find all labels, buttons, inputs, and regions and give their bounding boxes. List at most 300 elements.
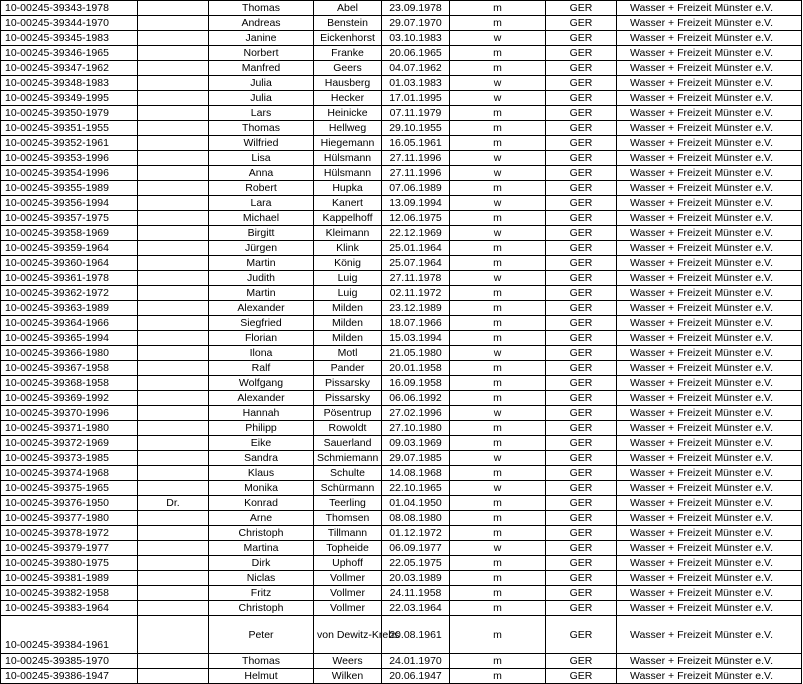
cell-last-name: Motl bbox=[314, 346, 382, 361]
cell-birth-date: 27.11.1996 bbox=[382, 151, 450, 166]
cell-club: Wasser + Freizeit Münster e.V. bbox=[617, 496, 802, 511]
cell-participant-id: 10-00245-39367-1958 bbox=[1, 361, 138, 376]
cell-last-name: Pander bbox=[314, 361, 382, 376]
cell-title bbox=[138, 406, 209, 421]
cell-participant-id: 10-00245-39352-1961 bbox=[1, 136, 138, 151]
cell-nation: GER bbox=[546, 166, 617, 181]
cell-title bbox=[138, 46, 209, 61]
cell-participant-id: 10-00245-39380-1975 bbox=[1, 556, 138, 571]
cell-gender: m bbox=[450, 286, 546, 301]
cell-gender: m bbox=[450, 466, 546, 481]
cell-last-name: Milden bbox=[314, 301, 382, 316]
cell-participant-id: 10-00245-39364-1966 bbox=[1, 316, 138, 331]
cell-title bbox=[138, 226, 209, 241]
cell-nation: GER bbox=[546, 286, 617, 301]
cell-nation: GER bbox=[546, 331, 617, 346]
cell-club: Wasser + Freizeit Münster e.V. bbox=[617, 601, 802, 616]
cell-nation: GER bbox=[546, 181, 617, 196]
cell-gender: w bbox=[450, 541, 546, 556]
cell-gender: m bbox=[450, 136, 546, 151]
cell-last-name: Sauerland bbox=[314, 436, 382, 451]
cell-last-name: Schulte bbox=[314, 466, 382, 481]
table-row bbox=[1, 301, 802, 316]
cell-first-name: Arne bbox=[209, 511, 314, 526]
cell-nation: GER bbox=[546, 511, 617, 526]
cell-title bbox=[138, 481, 209, 496]
cell-title bbox=[138, 466, 209, 481]
cell-birth-date: 20.06.1947 bbox=[382, 669, 450, 684]
table-body bbox=[1, 1, 802, 684]
cell-title bbox=[138, 166, 209, 181]
cell-birth-date: 27.02.1996 bbox=[382, 406, 450, 421]
cell-nation: GER bbox=[546, 361, 617, 376]
cell-title bbox=[138, 76, 209, 91]
cell-club: Wasser + Freizeit Münster e.V. bbox=[617, 181, 802, 196]
cell-last-name: Luig bbox=[314, 286, 382, 301]
cell-title bbox=[138, 586, 209, 601]
table-row bbox=[1, 541, 802, 556]
cell-title bbox=[138, 391, 209, 406]
cell-first-name: Jürgen bbox=[209, 241, 314, 256]
cell-gender: m bbox=[450, 436, 546, 451]
cell-participant-id: 10-00245-39359-1964 bbox=[1, 241, 138, 256]
cell-club: Wasser + Freizeit Münster e.V. bbox=[617, 669, 802, 684]
cell-title bbox=[138, 31, 209, 46]
cell-gender: w bbox=[450, 76, 546, 91]
cell-participant-id: 10-00245-39345-1983 bbox=[1, 31, 138, 46]
cell-nation: GER bbox=[546, 271, 617, 286]
cell-first-name: Thomas bbox=[209, 1, 314, 16]
cell-first-name: Sandra bbox=[209, 451, 314, 466]
cell-gender: m bbox=[450, 601, 546, 616]
cell-participant-id: 10-00245-39369-1992 bbox=[1, 391, 138, 406]
cell-birth-date: 29.07.1970 bbox=[382, 16, 450, 31]
cell-gender: m bbox=[450, 16, 546, 31]
cell-last-name: Hiegemann bbox=[314, 136, 382, 151]
cell-gender: w bbox=[450, 151, 546, 166]
cell-club: Wasser + Freizeit Münster e.V. bbox=[617, 166, 802, 181]
table-row bbox=[1, 571, 802, 586]
cell-title bbox=[138, 151, 209, 166]
cell-gender: m bbox=[450, 391, 546, 406]
cell-birth-date: 27.10.1980 bbox=[382, 421, 450, 436]
table-row bbox=[1, 376, 802, 391]
cell-participant-id: 10-00245-39363-1989 bbox=[1, 301, 138, 316]
cell-gender: m bbox=[450, 211, 546, 226]
cell-gender: w bbox=[450, 271, 546, 286]
cell-club: Wasser + Freizeit Münster e.V. bbox=[617, 391, 802, 406]
cell-gender: m bbox=[450, 106, 546, 121]
cell-birth-date: 04.07.1962 bbox=[382, 61, 450, 76]
cell-club: Wasser + Freizeit Münster e.V. bbox=[617, 526, 802, 541]
table-row bbox=[1, 406, 802, 421]
cell-birth-date: 25.07.1964 bbox=[382, 256, 450, 271]
cell-gender: m bbox=[450, 331, 546, 346]
cell-title bbox=[138, 256, 209, 271]
cell-club: Wasser + Freizeit Münster e.V. bbox=[617, 121, 802, 136]
cell-gender: m bbox=[450, 46, 546, 61]
cell-club: Wasser + Freizeit Münster e.V. bbox=[617, 541, 802, 556]
table-row bbox=[1, 91, 802, 106]
table-row bbox=[1, 391, 802, 406]
cell-birth-date: 24.11.1958 bbox=[382, 586, 450, 601]
cell-club: Wasser + Freizeit Münster e.V. bbox=[617, 406, 802, 421]
cell-birth-date: 22.05.1975 bbox=[382, 556, 450, 571]
cell-last-name: Milden bbox=[314, 316, 382, 331]
cell-participant-id: 10-00245-39366-1980 bbox=[1, 346, 138, 361]
cell-birth-date: 27.11.1978 bbox=[382, 271, 450, 286]
cell-first-name: Thomas bbox=[209, 121, 314, 136]
cell-gender: m bbox=[450, 571, 546, 586]
cell-title bbox=[138, 181, 209, 196]
cell-birth-date: 16.05.1961 bbox=[382, 136, 450, 151]
cell-participant-id: 10-00245-39365-1994 bbox=[1, 331, 138, 346]
cell-last-name: Franke bbox=[314, 46, 382, 61]
cell-last-name: Wilken bbox=[314, 669, 382, 684]
cell-birth-date: 07.11.1979 bbox=[382, 106, 450, 121]
cell-title bbox=[138, 61, 209, 76]
cell-participant-id: 10-00245-39383-1964 bbox=[1, 601, 138, 616]
cell-gender: m bbox=[450, 1, 546, 16]
cell-club: Wasser + Freizeit Münster e.V. bbox=[617, 586, 802, 601]
cell-first-name: Peter bbox=[209, 616, 314, 654]
cell-title bbox=[138, 669, 209, 684]
table-row bbox=[1, 496, 802, 511]
cell-gender: m bbox=[450, 511, 546, 526]
cell-participant-id: 10-00245-39360-1964 bbox=[1, 256, 138, 271]
table-row bbox=[1, 511, 802, 526]
cell-participant-id: 10-00245-39354-1996 bbox=[1, 166, 138, 181]
table-row bbox=[1, 211, 802, 226]
cell-first-name: Christoph bbox=[209, 601, 314, 616]
cell-gender: m bbox=[450, 241, 546, 256]
cell-nation: GER bbox=[546, 526, 617, 541]
cell-participant-id: 10-00245-39344-1970 bbox=[1, 16, 138, 31]
table-row bbox=[1, 669, 802, 684]
cell-participant-id: 10-00245-39371-1980 bbox=[1, 421, 138, 436]
cell-participant-id: 10-00245-39382-1958 bbox=[1, 586, 138, 601]
cell-nation: GER bbox=[546, 586, 617, 601]
cell-club: Wasser + Freizeit Münster e.V. bbox=[617, 331, 802, 346]
cell-first-name: Niclas bbox=[209, 571, 314, 586]
cell-first-name: Klaus bbox=[209, 466, 314, 481]
cell-birth-date: 25.01.1964 bbox=[382, 241, 450, 256]
table-row bbox=[1, 1, 802, 16]
cell-participant-id: 10-00245-39357-1975 bbox=[1, 211, 138, 226]
cell-nation: GER bbox=[546, 31, 617, 46]
table-row bbox=[1, 256, 802, 271]
cell-first-name: Lara bbox=[209, 196, 314, 211]
cell-birth-date: 20.08.1961 bbox=[382, 616, 450, 654]
cell-gender: w bbox=[450, 91, 546, 106]
cell-birth-date: 29.10.1955 bbox=[382, 121, 450, 136]
cell-last-name: Teerling bbox=[314, 496, 382, 511]
cell-title bbox=[138, 241, 209, 256]
cell-nation: GER bbox=[546, 256, 617, 271]
cell-nation: GER bbox=[546, 496, 617, 511]
cell-first-name: Siegfried bbox=[209, 316, 314, 331]
cell-participant-id: 10-00245-39349-1995 bbox=[1, 91, 138, 106]
cell-nation: GER bbox=[546, 316, 617, 331]
cell-title bbox=[138, 541, 209, 556]
cell-last-name: Hausberg bbox=[314, 76, 382, 91]
cell-gender: m bbox=[450, 421, 546, 436]
cell-title bbox=[138, 211, 209, 226]
cell-first-name: Janine bbox=[209, 31, 314, 46]
cell-first-name: Florian bbox=[209, 331, 314, 346]
cell-club: Wasser + Freizeit Münster e.V. bbox=[617, 481, 802, 496]
cell-nation: GER bbox=[546, 436, 617, 451]
cell-club: Wasser + Freizeit Münster e.V. bbox=[617, 46, 802, 61]
cell-gender: w bbox=[450, 406, 546, 421]
cell-birth-date: 01.04.1950 bbox=[382, 496, 450, 511]
cell-title bbox=[138, 654, 209, 669]
cell-participant-id: 10-00245-39375-1965 bbox=[1, 481, 138, 496]
cell-first-name: Norbert bbox=[209, 46, 314, 61]
cell-last-name: Eickenhorst bbox=[314, 31, 382, 46]
table-row bbox=[1, 421, 802, 436]
cell-club: Wasser + Freizeit Münster e.V. bbox=[617, 136, 802, 151]
cell-birth-date: 20.01.1958 bbox=[382, 361, 450, 376]
table-row bbox=[1, 451, 802, 466]
cell-club: Wasser + Freizeit Münster e.V. bbox=[617, 436, 802, 451]
cell-first-name: Michael bbox=[209, 211, 314, 226]
cell-first-name: Konrad bbox=[209, 496, 314, 511]
cell-first-name: Helmut bbox=[209, 669, 314, 684]
cell-participant-id: 10-00245-39374-1968 bbox=[1, 466, 138, 481]
cell-title bbox=[138, 121, 209, 136]
cell-club: Wasser + Freizeit Münster e.V. bbox=[617, 451, 802, 466]
cell-first-name: Lisa bbox=[209, 151, 314, 166]
cell-birth-date: 22.10.1965 bbox=[382, 481, 450, 496]
cell-birth-date: 15.03.1994 bbox=[382, 331, 450, 346]
cell-last-name: Geers bbox=[314, 61, 382, 76]
cell-title bbox=[138, 91, 209, 106]
cell-club: Wasser + Freizeit Münster e.V. bbox=[617, 316, 802, 331]
table-row bbox=[1, 166, 802, 181]
cell-nation: GER bbox=[546, 136, 617, 151]
cell-birth-date: 03.10.1983 bbox=[382, 31, 450, 46]
cell-gender: w bbox=[450, 226, 546, 241]
cell-gender: w bbox=[450, 31, 546, 46]
cell-last-name: Hupka bbox=[314, 181, 382, 196]
cell-birth-date: 29.07.1985 bbox=[382, 451, 450, 466]
cell-nation: GER bbox=[546, 346, 617, 361]
cell-title bbox=[138, 601, 209, 616]
cell-nation: GER bbox=[546, 451, 617, 466]
cell-participant-id: 10-00245-39346-1965 bbox=[1, 46, 138, 61]
cell-gender: w bbox=[450, 481, 546, 496]
cell-last-name: Vollmer bbox=[314, 586, 382, 601]
cell-title bbox=[138, 286, 209, 301]
cell-gender: m bbox=[450, 301, 546, 316]
cell-last-name: Vollmer bbox=[314, 601, 382, 616]
cell-last-name: Uphoff bbox=[314, 556, 382, 571]
cell-first-name: Andreas bbox=[209, 16, 314, 31]
cell-participant-id: 10-00245-39381-1989 bbox=[1, 571, 138, 586]
cell-last-name: Topheide bbox=[314, 541, 382, 556]
cell-club: Wasser + Freizeit Münster e.V. bbox=[617, 376, 802, 391]
cell-birth-date: 20.03.1989 bbox=[382, 571, 450, 586]
cell-title bbox=[138, 526, 209, 541]
cell-nation: GER bbox=[546, 654, 617, 669]
cell-nation: GER bbox=[546, 601, 617, 616]
cell-last-name: Weers bbox=[314, 654, 382, 669]
cell-title bbox=[138, 421, 209, 436]
cell-nation: GER bbox=[546, 241, 617, 256]
cell-club: Wasser + Freizeit Münster e.V. bbox=[617, 76, 802, 91]
cell-participant-id: 10-00245-39353-1996 bbox=[1, 151, 138, 166]
cell-participant-id: 10-00245-39350-1979 bbox=[1, 106, 138, 121]
cell-birth-date: 13.09.1994 bbox=[382, 196, 450, 211]
cell-participant-id: 10-00245-39368-1958 bbox=[1, 376, 138, 391]
cell-birth-date: 23.12.1989 bbox=[382, 301, 450, 316]
cell-club: Wasser + Freizeit Münster e.V. bbox=[617, 654, 802, 669]
cell-participant-id: 10-00245-39384-1961 bbox=[1, 616, 138, 654]
cell-club: Wasser + Freizeit Münster e.V. bbox=[617, 256, 802, 271]
cell-birth-date: 16.09.1958 bbox=[382, 376, 450, 391]
cell-participant-id: 10-00245-39376-1950 bbox=[1, 496, 138, 511]
cell-first-name: Robert bbox=[209, 181, 314, 196]
cell-title bbox=[138, 361, 209, 376]
table-row bbox=[1, 481, 802, 496]
cell-title bbox=[138, 556, 209, 571]
cell-title bbox=[138, 136, 209, 151]
cell-participant-id: 10-00245-39372-1969 bbox=[1, 436, 138, 451]
cell-last-name: Kanert bbox=[314, 196, 382, 211]
cell-last-name: Heinicke bbox=[314, 106, 382, 121]
cell-birth-date: 17.01.1995 bbox=[382, 91, 450, 106]
cell-nation: GER bbox=[546, 556, 617, 571]
cell-participant-id: 10-00245-39362-1972 bbox=[1, 286, 138, 301]
table-row bbox=[1, 526, 802, 541]
cell-last-name: Pissarsky bbox=[314, 391, 382, 406]
cell-last-name: von Dewitz-Krebs bbox=[314, 616, 382, 654]
cell-club: Wasser + Freizeit Münster e.V. bbox=[617, 616, 802, 654]
cell-first-name: Manfred bbox=[209, 61, 314, 76]
cell-participant-id: 10-00245-39373-1985 bbox=[1, 451, 138, 466]
cell-birth-date: 22.12.1969 bbox=[382, 226, 450, 241]
table-row bbox=[1, 331, 802, 346]
cell-participant-id: 10-00245-39358-1969 bbox=[1, 226, 138, 241]
cell-nation: GER bbox=[546, 1, 617, 16]
cell-title bbox=[138, 271, 209, 286]
cell-nation: GER bbox=[546, 541, 617, 556]
cell-birth-date: 02.11.1972 bbox=[382, 286, 450, 301]
table-row bbox=[1, 436, 802, 451]
table-row bbox=[1, 151, 802, 166]
cell-last-name: Pösentrup bbox=[314, 406, 382, 421]
cell-gender: m bbox=[450, 361, 546, 376]
cell-title bbox=[138, 331, 209, 346]
cell-gender: m bbox=[450, 616, 546, 654]
cell-title bbox=[138, 301, 209, 316]
table-row bbox=[1, 46, 802, 61]
cell-club: Wasser + Freizeit Münster e.V. bbox=[617, 571, 802, 586]
cell-club: Wasser + Freizeit Münster e.V. bbox=[617, 511, 802, 526]
cell-club: Wasser + Freizeit Münster e.V. bbox=[617, 466, 802, 481]
table-row bbox=[1, 361, 802, 376]
cell-last-name: Hülsmann bbox=[314, 151, 382, 166]
cell-gender: m bbox=[450, 181, 546, 196]
cell-gender: m bbox=[450, 256, 546, 271]
cell-last-name: Schürmann bbox=[314, 481, 382, 496]
cell-club: Wasser + Freizeit Münster e.V. bbox=[617, 226, 802, 241]
cell-first-name: Hannah bbox=[209, 406, 314, 421]
cell-participant-id: 10-00245-39351-1955 bbox=[1, 121, 138, 136]
cell-birth-date: 12.06.1975 bbox=[382, 211, 450, 226]
table-row bbox=[1, 241, 802, 256]
cell-nation: GER bbox=[546, 196, 617, 211]
table-row bbox=[1, 136, 802, 151]
cell-first-name: Christoph bbox=[209, 526, 314, 541]
table-row bbox=[1, 106, 802, 121]
cell-first-name: Thomas bbox=[209, 654, 314, 669]
table-row bbox=[1, 16, 802, 31]
cell-club: Wasser + Freizeit Münster e.V. bbox=[617, 106, 802, 121]
cell-birth-date: 06.06.1992 bbox=[382, 391, 450, 406]
cell-last-name: Tillmann bbox=[314, 526, 382, 541]
cell-last-name: Schmiemann bbox=[314, 451, 382, 466]
cell-participant-id: 10-00245-39356-1994 bbox=[1, 196, 138, 211]
cell-club: Wasser + Freizeit Münster e.V. bbox=[617, 421, 802, 436]
cell-first-name: Philipp bbox=[209, 421, 314, 436]
cell-first-name: Ilona bbox=[209, 346, 314, 361]
table-row bbox=[1, 654, 802, 669]
cell-birth-date: 27.11.1996 bbox=[382, 166, 450, 181]
cell-gender: m bbox=[450, 376, 546, 391]
cell-club: Wasser + Freizeit Münster e.V. bbox=[617, 301, 802, 316]
cell-gender: m bbox=[450, 121, 546, 136]
cell-first-name: Dirk bbox=[209, 556, 314, 571]
cell-last-name: Hellweg bbox=[314, 121, 382, 136]
cell-title bbox=[138, 346, 209, 361]
table-row bbox=[1, 316, 802, 331]
cell-last-name: Benstein bbox=[314, 16, 382, 31]
cell-last-name: Vollmer bbox=[314, 571, 382, 586]
cell-title: Dr. bbox=[138, 496, 209, 511]
cell-last-name: Luig bbox=[314, 271, 382, 286]
cell-first-name: Birgitt bbox=[209, 226, 314, 241]
cell-last-name: Pissarsky bbox=[314, 376, 382, 391]
cell-last-name: König bbox=[314, 256, 382, 271]
cell-club: Wasser + Freizeit Münster e.V. bbox=[617, 1, 802, 16]
cell-title bbox=[138, 106, 209, 121]
cell-gender: m bbox=[450, 61, 546, 76]
cell-birth-date: 20.06.1965 bbox=[382, 46, 450, 61]
cell-participant-id: 10-00245-39385-1970 bbox=[1, 654, 138, 669]
table-row bbox=[1, 61, 802, 76]
cell-participant-id: 10-00245-39379-1977 bbox=[1, 541, 138, 556]
cell-nation: GER bbox=[546, 376, 617, 391]
cell-birth-date: 23.09.1978 bbox=[382, 1, 450, 16]
cell-title bbox=[138, 316, 209, 331]
cell-gender: m bbox=[450, 556, 546, 571]
cell-birth-date: 18.07.1966 bbox=[382, 316, 450, 331]
cell-gender: w bbox=[450, 166, 546, 181]
cell-first-name: Fritz bbox=[209, 586, 314, 601]
cell-gender: m bbox=[450, 654, 546, 669]
cell-nation: GER bbox=[546, 91, 617, 106]
cell-birth-date: 01.03.1983 bbox=[382, 76, 450, 91]
cell-nation: GER bbox=[546, 76, 617, 91]
cell-club: Wasser + Freizeit Münster e.V. bbox=[617, 61, 802, 76]
cell-participant-id: 10-00245-39378-1972 bbox=[1, 526, 138, 541]
cell-gender: w bbox=[450, 451, 546, 466]
cell-nation: GER bbox=[546, 481, 617, 496]
cell-gender: m bbox=[450, 669, 546, 684]
cell-participant-id: 10-00245-39347-1962 bbox=[1, 61, 138, 76]
